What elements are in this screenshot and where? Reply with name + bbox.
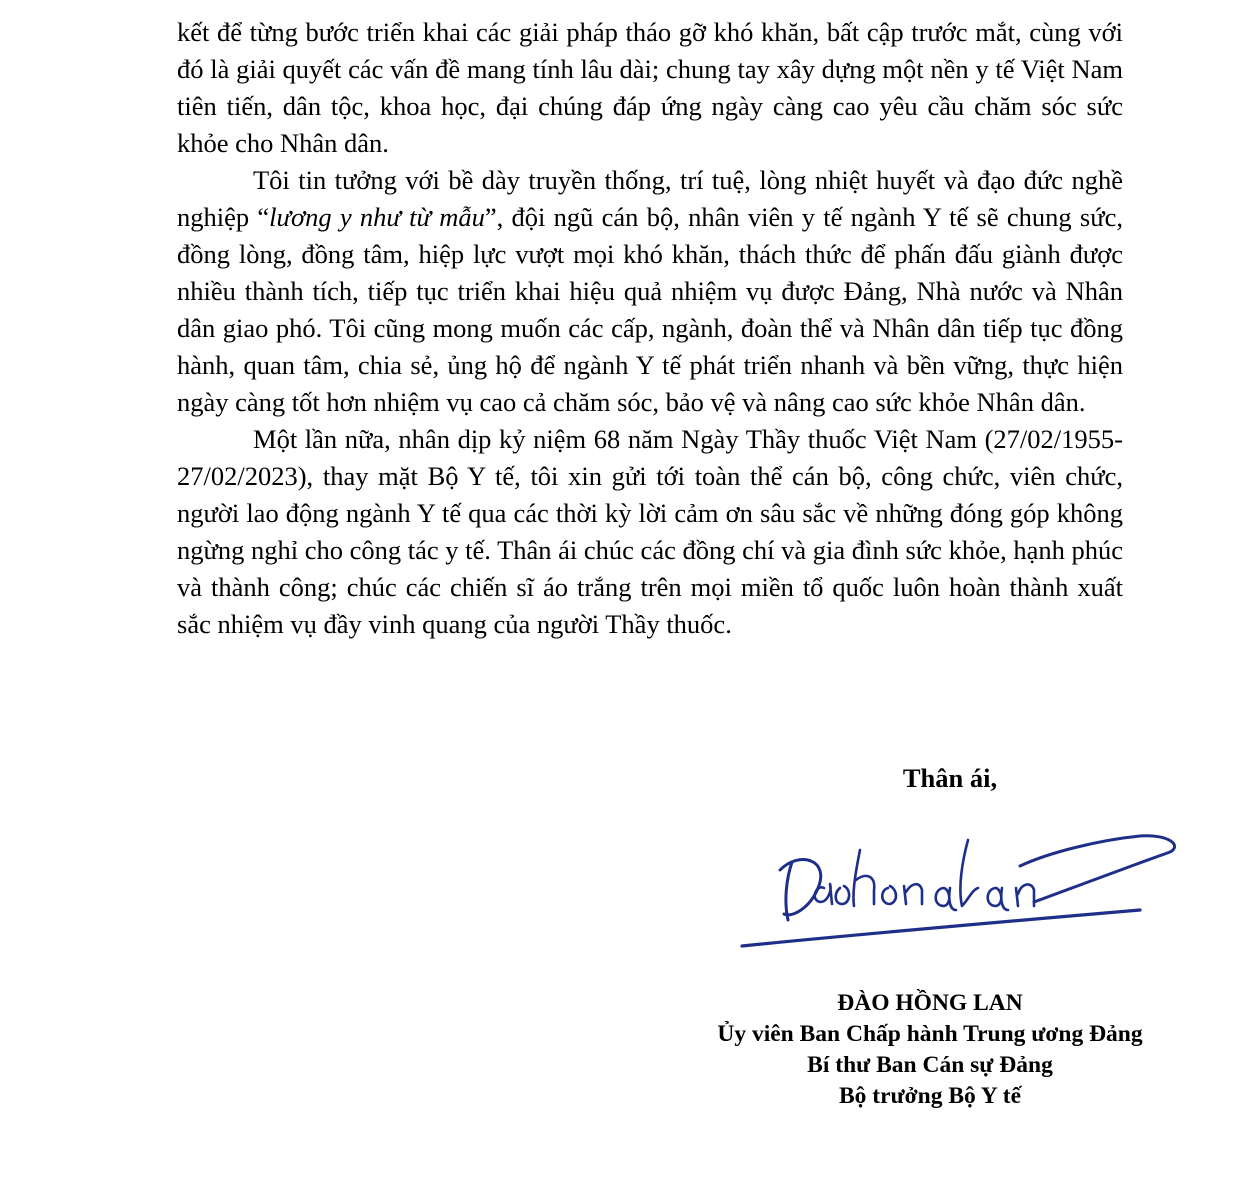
signer-title-1: Ủy viên Ban Chấp hành Trung ương Đảng (717, 1021, 1143, 1047)
signature (700, 810, 1180, 960)
letter-body (177, 14, 1123, 643)
paragraph-belief (177, 162, 1123, 421)
paragraph-belief-end: ”, đội ngũ cán bộ, nhân viên y tế ngành Y tế sẽ chung sức, đồng lòng, đồng tâm, hiệp lực vượt mọi khó khăn, thách thức để phấn đấu giành được nhiều thành tích, tiếp tục triển khai hiệu quả nhiệm vụ được Đảng, Nhà nước và Nhân dân giao phó. Tôi cũng mong muốn các cấp, ngành, đoàn thể và Nhân dân tiếp tục đồng hành, quan tâm, chia sẻ, ủng hộ để ngành Y tế phát triển nhanh và bền vững, thực hiện ngày càng tốt hơn nhiệm vụ cao cả chăm sóc, bảo vệ và nâng cao sức khỏe Nhân dân. (177, 202, 1123, 417)
signer-title-2: Bí thư Ban Cán sự Đảng (807, 1052, 1053, 1078)
signer-name: ĐÀO HỒNG LAN (837, 990, 1023, 1016)
paragraph-belief-quote: lương y như từ mẫu (269, 202, 485, 232)
paragraph-thanks: Một lần nữa, nhân dịp kỷ niệm 68 năm Ngày Thầy thuốc Việt Nam (27/02/1955-27/02/2023), thay mặt Bộ Y tế, tôi xin gửi tới toàn thể cán bộ, công chức, viên chức, người lao động ngành Y tế qua các thời kỳ lời cảm ơn sâu sắc về những đóng góp không ngừng nghỉ cho công tác y tế. Thân ái chúc các đồng chí và gia đình sức khỏe, hạnh phúc và thành công; chúc các chiến sĩ áo trắng trên mọi miền tổ quốc luôn hoàn thành xuất sắc nhiệm vụ đầy vinh quang của người Thầy thuốc. (177, 424, 1123, 639)
signer-title-3: Bộ trưởng Bộ Y tế (838, 1083, 1022, 1109)
signature-graphic (700, 810, 1180, 960)
closing-salutation: Thân ái, (902, 763, 998, 793)
paragraph-continuation: kết để từng bước triển khai các giải pháp tháo gỡ khó khăn, bất cập trước mắt, cùng với đó là giải quyết các vấn đề mang tính lâu dài; chung tay xây dựng một nền y tế Việt Nam tiên tiến, dân tộc, khoa học, đại chúng đáp ứng ngày càng cao yêu cầu chăm sóc sức khỏe cho Nhân dân. (177, 17, 1123, 158)
paragraph-belief-start: Tôi tin tưởng với bề dày truyền thống, trí tuệ, lòng nhiệt huyết và đạo đức nghề nghiệp “ (177, 165, 1123, 232)
signer-block (620, 988, 1240, 1112)
